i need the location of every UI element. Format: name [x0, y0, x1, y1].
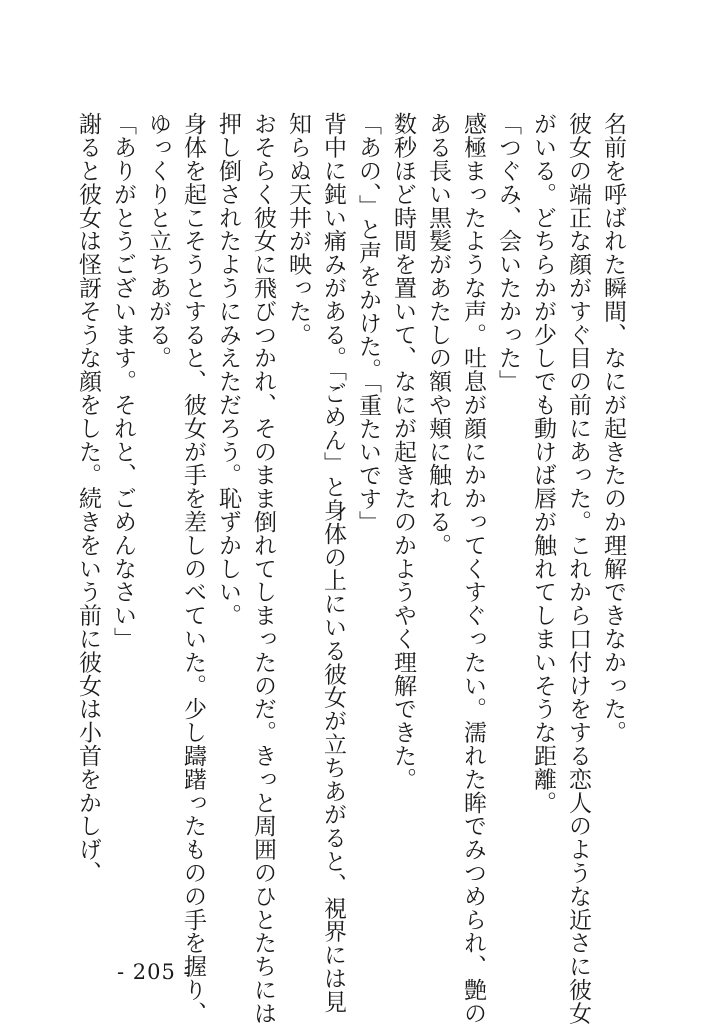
text-line: 押し倒されたようにみえただろう。恥ずかしい。 [215, 112, 241, 627]
text-line: 背中に鈍い痛みがある。「ごめん」と身体の上にいる彼女が立ちあがると、視界には見 [320, 112, 346, 1014]
text-line: 身体を起こそうとすると、彼女が手を差しのべていた。少し躊躇ったものの手を握り、 [180, 112, 206, 1025]
text-line: ゆっくりと立ちあがる。 [145, 112, 171, 370]
text-line: 知らぬ天井が映った。 [285, 112, 311, 346]
text-line: 名前を呼ばれた瞬間、なにが起きたのか理解できなかった。 [600, 112, 626, 744]
page-number: - 205 - [117, 960, 192, 984]
text-line: 「ありがとうございます。それと、ごめんなさい」 [110, 112, 136, 651]
text-line: 謝ると彼女は怪訝そうな顔をした。続きをいう前に彼女は小首をかしげ、 [75, 112, 101, 885]
text-line: 「あの、」と声をかけた。「重たいです」 [355, 112, 381, 534]
text-line: おそらく彼女に飛びつかれ、そのまま倒れてしまったのだ。きっと周囲のひとたちには [250, 112, 276, 1025]
text-line: ある長い黒髪があたしの額や頬に触れる。 [425, 112, 451, 557]
text-line: 感極まったような声。吐息が顔にかかってくすぐったい。濡れた眸でみつめられ、艶の [460, 112, 486, 1025]
text-line: 彼女の端正な顔がすぐ目の前にあった。これから口付けをする恋人のような近さに彼女 [565, 112, 591, 1025]
text-line: 「つぐみ、会いたかった」 [495, 112, 521, 393]
text-line: がいる。どちらかが少しでも動けば唇が触れてしまいそうな距離。 [530, 112, 556, 814]
text-line: 数秒ほど時間を置いて、なにが起きたのかようやく理解できた。 [390, 112, 416, 791]
